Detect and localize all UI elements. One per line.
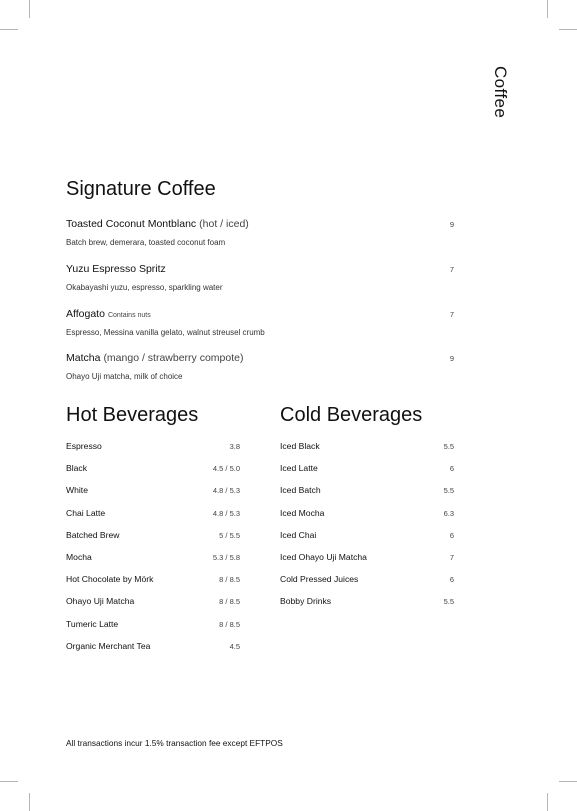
menu-item-price: 4.8 / 5.3 (212, 486, 240, 496)
signature-coffee-title: Signature Coffee (66, 178, 216, 200)
menu-item-price: 4.5 (229, 641, 240, 651)
menu-item-price: 8 / 8.5 (219, 619, 240, 629)
signature-item-name: Yuzu Espresso Spritz (66, 263, 166, 275)
signature-item (66, 348, 454, 381)
menu-item-name: Espresso (66, 441, 102, 451)
menu-item-price: 6.3 (443, 508, 454, 518)
menu-item-price: 5 / 5.5 (219, 530, 240, 540)
crop-mark-top-right (559, 29, 577, 30)
menu-item-name: Tumeric Latte (66, 618, 119, 629)
cold-beverages-list (280, 441, 454, 619)
page-side-label: Coffee (491, 66, 510, 119)
signature-item-description: Batch brew, demerara, toasted coconut foam (66, 238, 226, 247)
signature-item (66, 259, 454, 292)
menu-item (66, 485, 240, 507)
menu-item-price: 5.5 (443, 442, 454, 451)
menu-item-name: Iced Ohayo Uji Matcha (280, 551, 367, 562)
signature-item-price: 9 (449, 220, 454, 229)
menu-item-name: Bobby Drinks (280, 596, 332, 607)
menu-item-name: Iced Chai (280, 529, 317, 540)
signature-item-heading (66, 259, 166, 277)
menu-item-name: Mocha (66, 551, 92, 562)
menu-item-price: 7 (449, 552, 454, 562)
menu-item (66, 574, 240, 596)
menu-item-price: 5.5 (443, 597, 454, 607)
crop-mark-bottom-left (0, 781, 18, 782)
menu-item-name: Hot Chocolate by Mörk (66, 574, 154, 585)
signature-item-name: Matcha (66, 352, 101, 364)
crop-mark-top-left (0, 29, 18, 30)
menu-item-name: Chai Latte (66, 507, 106, 518)
signature-item-heading (66, 348, 244, 366)
crop-mark-top-left (29, 0, 30, 18)
menu-item-name: Iced Black (280, 441, 320, 451)
menu-item-price: 5.3 / 5.8 (212, 552, 240, 562)
menu-item-name: Cold Pressed Juices (280, 574, 359, 585)
menu-item-price: 8 / 8.5 (219, 575, 240, 585)
menu-item (280, 508, 454, 530)
signature-item-name: Toasted Coconut Montblanc (66, 218, 197, 230)
menu-item-price: 6 (449, 530, 454, 540)
signature-item-name: Affogato (66, 308, 105, 320)
signature-item-price: 7 (449, 265, 454, 274)
signature-item-note: (mango / strawberry compote) (103, 352, 244, 364)
menu-item-price: 4.8 / 5.3 (212, 508, 240, 518)
transaction-fee-notice: All transactions incur 1.5% transaction fee except EFTPOS (66, 738, 283, 748)
menu-item (280, 441, 454, 463)
signature-item-price: 9 (449, 354, 454, 363)
menu-item (66, 552, 240, 574)
menu-item (66, 530, 240, 552)
menu-item (280, 552, 454, 574)
menu-item (66, 463, 240, 485)
crop-mark-bottom-right (559, 781, 577, 782)
menu-item (280, 485, 454, 507)
signature-item-heading (66, 304, 151, 322)
menu-item-name: Iced Batch (280, 485, 321, 496)
menu-item (66, 619, 240, 641)
menu-item-name: Iced Mocha (280, 507, 325, 518)
cold-beverages-title: Cold Beverages (280, 404, 423, 426)
menu-item (66, 596, 240, 618)
menu-item-name: Batched Brew (66, 529, 120, 540)
menu-item (280, 530, 454, 552)
menu-item-price: 4.5 / 5.0 (212, 464, 240, 474)
menu-item (66, 641, 240, 663)
menu-item-name: Ohayo Uji Matcha (66, 596, 135, 607)
signature-item-heading (66, 214, 249, 232)
signature-item-note: (hot / iced) (199, 218, 249, 230)
menu-item (280, 574, 454, 596)
signature-item (66, 214, 454, 247)
menu-item-price: 6 (449, 464, 454, 474)
crop-mark-bottom-right (547, 793, 548, 811)
crop-mark-bottom-left (29, 793, 30, 811)
signature-item-price: 7 (449, 310, 454, 319)
menu-item-name: Iced Latte (280, 463, 318, 474)
menu-item-name: White (66, 485, 88, 496)
menu-item (66, 441, 240, 463)
menu-item-price: 8 / 8.5 (219, 597, 240, 607)
menu-item-name: Organic Merchant Tea (66, 640, 151, 651)
menu-item (280, 596, 454, 618)
menu-item-price: 3.8 (229, 442, 240, 451)
menu-item (280, 463, 454, 485)
hot-beverages-list (66, 441, 240, 663)
menu-item-name: Black (66, 463, 88, 474)
allergen-tag: Contains nuts (107, 312, 151, 319)
signature-item (66, 304, 454, 337)
hot-beverages-title: Hot Beverages (66, 404, 199, 426)
signature-item-description: Ohayo Uji matcha, milk of choice (66, 372, 183, 381)
signature-item-description: Okabayashi yuzu, espresso, sparkling water (66, 283, 223, 292)
crop-mark-top-right (547, 0, 548, 18)
signature-item-description: Espresso, Messina vanilla gelato, walnut streusel crumb (66, 328, 265, 337)
menu-item (66, 508, 240, 530)
menu-item-price: 6 (449, 575, 454, 585)
menu-item-price: 5.5 (443, 486, 454, 496)
